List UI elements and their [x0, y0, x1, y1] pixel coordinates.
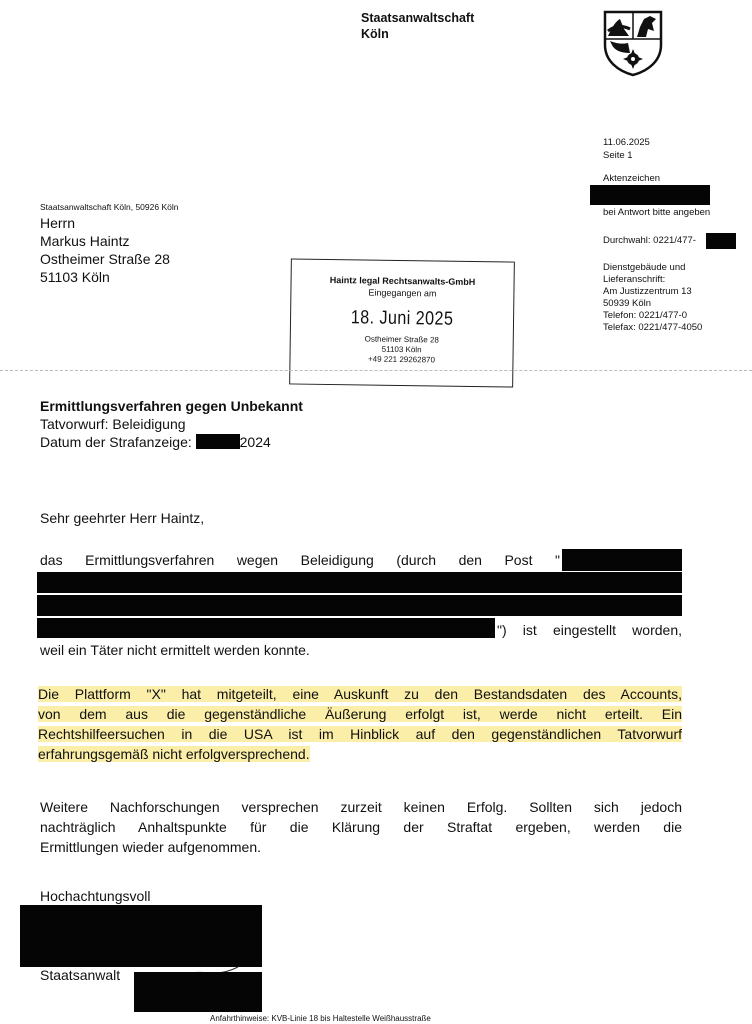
- recipient-city: 51103 Köln: [40, 269, 110, 285]
- file-number-redaction: [590, 185, 710, 205]
- direct-dial-redaction: [706, 233, 736, 249]
- paragraph-1-end: weil ein Täter nicht ermittelt werden konnte.: [40, 642, 310, 658]
- post-redaction-1: [562, 549, 682, 571]
- subject-block: [40, 397, 303, 451]
- reply-note: bei Antwort bitte angeben: [603, 207, 711, 218]
- direct-dial: Durchwahl: 0221/477-: [603, 235, 696, 246]
- stamp-date: 18. Juni 2025: [350, 307, 454, 330]
- fold-line: [0, 370, 752, 371]
- phone-number: Telefon: 0221/477-0: [603, 310, 687, 321]
- recipient-salutation: Herrn: [40, 215, 76, 231]
- paragraph-2-line-4: erfahrungsgemäß nicht erfolgversprechend.: [38, 746, 310, 762]
- complaint-date-redaction: [196, 434, 240, 449]
- building-address: Dienstgebäude und Lieferanschrift: Am Justizzentrum 13 50939 Köln Telefon: 0221/477-0 Telefax: 0221/477-4050: [603, 262, 703, 333]
- stamp-received-label: Eingegangen am: [368, 287, 437, 299]
- authority-name: [361, 10, 474, 42]
- paragraph-2-line-1: Die Plattform "X" hat mitgeteilt, eine Auskunft zu den Bestandsdaten des Accounts,: [38, 686, 682, 702]
- letter-date: 11.06.2025: [603, 137, 650, 148]
- footer-directions: Anfahrthinweise: KVB-Linie 18 bis Haltestelle Weißhausstraße: [210, 1014, 431, 1023]
- nrw-coat-of-arms-icon: [602, 9, 664, 77]
- page-number: Seite 1: [603, 150, 633, 161]
- subject-offense: Tatvorwurf: Beleidigung: [40, 416, 186, 432]
- recipient-street: Ostheimer Straße 28: [40, 251, 170, 267]
- fax-number: Telefax: 0221/477-4050: [603, 322, 703, 333]
- subject-complaint-date: Datum der Strafanzeige: 2024: [40, 434, 271, 450]
- signature-title: Staatsanwalt: [40, 967, 121, 983]
- received-stamp: [289, 258, 515, 387]
- paragraph-2-line-2: von dem aus die gegenständliche Äußerung erfolgt ist, werde nicht erteilt. Ein: [38, 706, 682, 722]
- subject-title: Ermittlungsverfahren gegen Unbekannt: [40, 398, 303, 414]
- stamp-address: Ostheimer Straße 28 51103 Köln +49 221 29262870: [364, 334, 439, 365]
- paragraph-1-line-1: das Ermittlungsverfahren wegen Beleidigung (durch den Post ": [40, 552, 560, 568]
- authority-line-2: Köln: [361, 27, 389, 41]
- greeting: Sehr geehrter Herr Haintz,: [40, 510, 205, 526]
- return-address: Staatsanwaltschaft Köln, 50926 Köln: [40, 202, 179, 212]
- paragraph-2-line-3: Rechtshilfeersuchen in die USA ist im Hinblick auf den gegenständlichen Tatvorwurf: [38, 726, 682, 742]
- paragraph-2: [38, 684, 682, 764]
- post-redaction-2: [37, 572, 682, 593]
- authority-line-1: Staatsanwaltschaft: [361, 11, 475, 25]
- signer-name-redaction: [134, 972, 262, 1012]
- post-redaction-4: [37, 618, 495, 638]
- recipient-address: [40, 214, 170, 286]
- closing: Hochachtungsvoll: [40, 888, 151, 904]
- stamp-firm: Haintz legal Rechtsanwalts-GmbH: [329, 274, 476, 288]
- file-number-label: Aktenzeichen: [603, 173, 661, 184]
- paragraph-3: Weitere Nachforschungen versprechen zurzeit keinen Erfolg. Sollten sich jedoch nachträglich Anhaltspunkte für die Klärung der Straftat ergeben, werden die Ermittlungen wieder aufgenommen.: [40, 799, 682, 855]
- paragraph-1-continuation: ") ist eingestellt worden,: [497, 622, 682, 638]
- post-redaction-3: [37, 595, 682, 616]
- signature-redaction: [20, 905, 262, 967]
- recipient-name: Markus Haintz: [40, 233, 130, 249]
